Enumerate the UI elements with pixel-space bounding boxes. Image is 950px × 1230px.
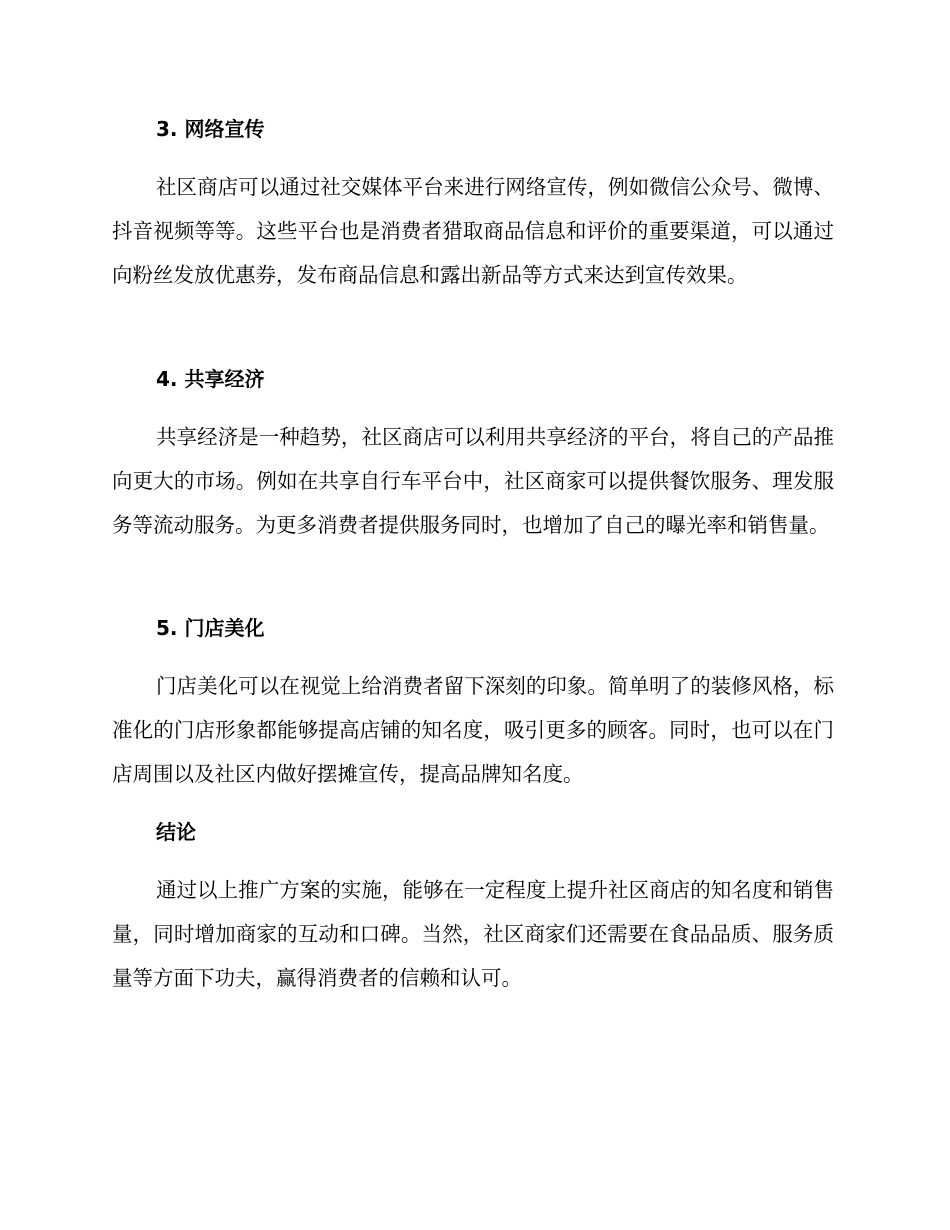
section-paragraph: 门店美化可以在视觉上给消费者留下深刻的印象。简单明了的装修风格，标准化的门店形象都能够提高店铺的知名度，吸引更多的顾客。同时，也可以在门店周围以及社区内做好摆摊宣传，提高品牌知名度。: [112, 674, 834, 786]
section-heading: 结论: [156, 820, 196, 844]
section-paragraph: 社区商店可以通过社交媒体平台来进行网络宣传，例如微信公众号、微博、抖音视频等等。这些平台也是消费者猎取商品信息和评价的重要渠道，可以通过向粉丝发放优惠券，发布商品信息和露出新品等方式来达到宣传效果。: [112, 175, 834, 287]
section-paragraph: 通过以上推广方案的实施，能够在一定程度上提升社区商店的知名度和销售量，同时增加商家的互动和口碑。当然，社区商家们还需要在食品品质、服务质量等方面下功夫，赢得消费者的信赖和认可。: [112, 878, 834, 990]
section-heading: 4. 共享经济: [156, 367, 265, 391]
section-heading: 5. 门店美化: [156, 616, 265, 640]
section-heading: 3. 网络宣传: [156, 117, 265, 141]
section-paragraph: 共享经济是一种趋势，社区商店可以利用共享经济的平台，将自己的产品推向更大的市场。例如在共享自行车平台中，社区商家可以提供餐饮服务、理发服务等流动服务。为更多消费者提供服务同时，也增加了自己的曝光率和销售量。: [112, 425, 834, 537]
